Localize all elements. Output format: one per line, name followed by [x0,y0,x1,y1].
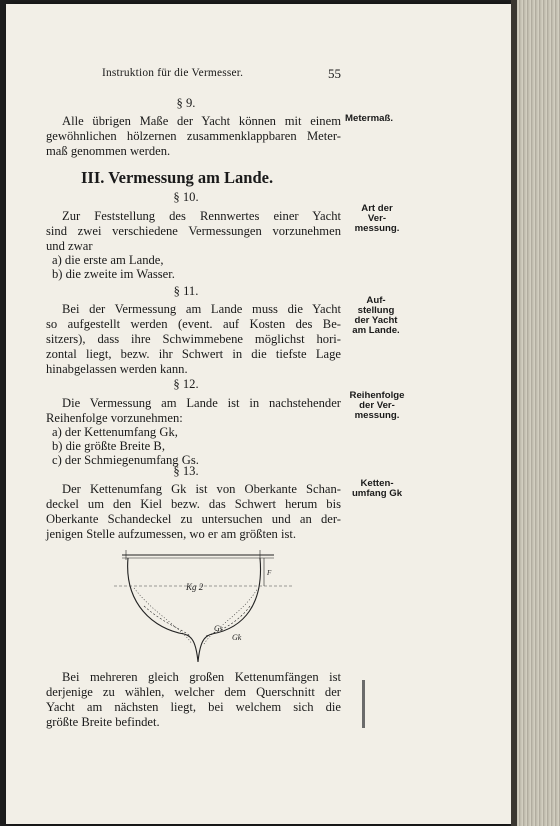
margin-note-metermass: Metermaß. [345,113,393,124]
section-10-line-2: sind zwei verschiedene Vermessungen vorzunehmen [46,224,341,238]
margin-note-line: Ketten- [360,478,394,489]
book-page [6,4,511,824]
margin-note-line: messung. [354,410,400,422]
closing-line-3: Yacht am nächsten liegt, bei welchem sich die [46,700,341,714]
figure-label-kg2: Kg 2 [186,582,204,592]
margin-note-line: messung. [354,223,400,235]
margin-note-aufstellung [348,296,404,336]
section-13-line-4: jenigen Stelle aufzumessen, wo er am größten ist. [46,527,297,541]
section-12-number: § 12. [173,377,199,391]
section-12-item-a: a) der Kettenumfang Gk, [52,425,178,439]
section-13-line-3: Oberkante Schandeckel zu untersuchen und an der- [46,512,341,526]
section-12-item-c: c) der Schmiegenumfang Gs. [52,453,199,467]
gk-chain-left [134,588,192,644]
hull-cross-section-figure [114,544,304,674]
gk-chain-right [204,588,258,644]
margin-change-bar [362,680,365,728]
section-13-line-1: Der Kettenumfang Gk ist von Oberkante Schan- [62,482,341,496]
section-12-item-b: b) die größte Breite B, [52,439,165,453]
section-9-number: § 9. [176,96,196,110]
section-9-line-2: gewöhnlichen hölzernen zusammenklappbaren Meter- [46,129,341,143]
section-11-line-2: so aufgestellt werden (event. auf Kosten des Be- [46,317,341,331]
chapter-heading: III. Vermessung am Lande. [81,168,274,187]
margin-note-line: der Ver- [359,400,395,412]
margin-note-art-der-vermessung [350,204,404,234]
section-10-line-1: Zur Feststellung des Rennwertes einer Yacht [62,209,341,223]
margin-note-line: Auf- [366,295,386,306]
figure-label-gk: Gk [232,633,242,642]
figure-label-f: F [267,569,272,577]
page-number: 55 [328,66,341,81]
figure-label-gs: Gs [214,624,223,633]
closing-line-1: Bei mehreren gleich großen Kettenumfängen ist [62,670,341,684]
margin-note-line: Art der [361,203,393,214]
gs-curve-right [206,606,250,636]
section-11-number: § 11. [173,284,199,298]
margin-note-kettenumfang [349,479,405,499]
book-page-edges [511,0,560,826]
section-13-line-2: deckel um den Kiel bezw. das Schwert herum bis [46,497,341,511]
margin-note-line: stellung [357,305,395,317]
running-header-title: Instruktion für die Vermesser. [102,67,244,79]
section-10-item-a: a) die erste am Lande, [52,253,164,267]
margin-note-line: am Lande. [352,325,400,337]
closing-line-2: derjenige zu wählen, welcher dem Querschnitt der [46,685,341,699]
section-9-line-1: Alle übrigen Maße der Yacht können mit einem [62,114,341,128]
book-cover-edge [511,0,517,826]
section-12-line-1: Die Vermessung am Lande ist in nachstehender [62,396,341,410]
section-11-line-1: Bei der Vermessung am Lande muss die Yacht [62,302,341,316]
section-10-number: § 10. [173,190,199,204]
section-9-line-3: maß genommen werden. [46,144,171,158]
closing-line-4: größte Breite befindet. [46,715,160,729]
section-10-line-3: und zwar [46,239,93,253]
margin-note-line: Ver- [367,213,387,225]
section-12-line-2: Reihenfolge vorzunehmen: [46,411,183,425]
hull-outline [128,558,261,662]
margin-note-line: Reihenfolge [349,390,405,401]
margin-note-line: der Yacht [354,315,398,327]
section-13-number: § 13. [173,464,199,478]
margin-note-reihenfolge [346,391,408,421]
section-11-line-3: sitzers), dass ihre Schwimmebene möglichst hori- [46,332,341,346]
section-11-line-4: zontal liegt, bezw. ihr Schwert in die tiefste Lage [46,347,341,361]
section-10-item-b: b) die zweite im Wasser. [52,267,175,281]
gs-curve-left [144,606,190,636]
section-11-line-5: hinabgelassen werden kann. [46,362,188,376]
margin-note-line: umfang Gk [351,488,403,500]
